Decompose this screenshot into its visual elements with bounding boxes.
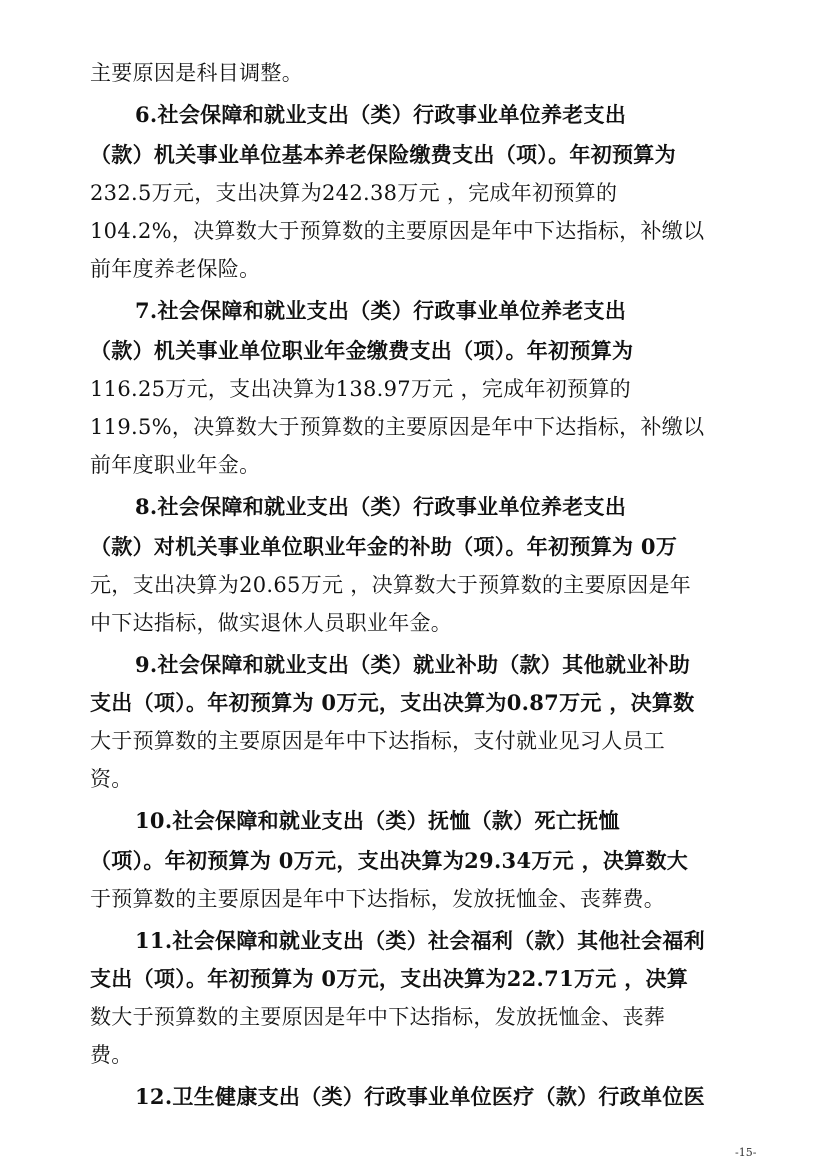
paragraph-line: 119.5%，决算数大于预算数的主要原因是年中下达指标，补缴以 [90, 415, 705, 439]
section-heading-8: 8.社会保障和就业支出（类）行政事业单位养老支出 [135, 494, 627, 519]
section-heading-11: 11.社会保障和就业支出（类）社会福利（款）其他社会福利 [135, 928, 705, 953]
paragraph-line: 主要原因是科目调整。 [90, 61, 303, 85]
section-heading-10: 10.社会保障和就业支出（类）抚恤（款）死亡抚恤 [135, 808, 620, 833]
page-number: -15- [735, 1146, 757, 1159]
paragraph-line: 前年度职业年金。 [90, 453, 261, 477]
section-heading-11-cont: 支出（项）。年初预算为 0万元，支出决算为22.71万元 ，决算 [90, 966, 689, 991]
section-heading-9-cont: 支出（项）。年初预算为 0万元，支出决算为0.87万元 ，决算数 [90, 690, 695, 715]
paragraph-line: 数大于预算数的主要原因是年中下达指标，发放抚恤金、丧葬 [90, 1005, 666, 1029]
paragraph-line: 前年度养老保险。 [90, 257, 261, 281]
section-heading-9: 9.社会保障和就业支出（类）就业补助（款）其他就业补助 [135, 652, 691, 677]
paragraph-line: 于预算数的主要原因是年中下达指标，发放抚恤金、丧葬费。 [90, 887, 666, 911]
paragraph-line: 费。 [90, 1043, 133, 1067]
section-heading-10-cont: （项）。年初预算为 0万元，支出决算为29.34万元 ，决算数大 [90, 848, 689, 873]
section-heading-12: 12.卫生健康支出（类）行政事业单位医疗（款）行政单位医 [135, 1084, 705, 1109]
paragraph-line: 中下达指标，做实退休人员职业年金。 [90, 611, 453, 635]
paragraph-line: 元，支出决算为20.65万元 ，决算数大于预算数的主要原因是年 [90, 573, 692, 597]
paragraph-line: 116.25万元，支出决算为138.97万元 ，完成年初预算的 [90, 377, 631, 401]
section-heading-7-cont: （款）机关事业单位职业年金缴费支出（项）。年初预算为 [90, 338, 634, 363]
section-heading-6: 6.社会保障和就业支出（类）行政事业单位养老支出 [135, 102, 627, 127]
section-heading-6-cont: （款）机关事业单位基本养老保险缴费支出（项）。年初预算为 [90, 142, 676, 167]
section-heading-8-cont: （款）对机关事业单位职业年金的补助（项）。年初预算为 0万 [90, 534, 678, 559]
section-heading-7: 7.社会保障和就业支出（类）行政事业单位养老支出 [135, 298, 627, 323]
paragraph-line: 大于预算数的主要原因是年中下达指标，支付就业见习人员工 [90, 729, 666, 753]
paragraph-line: 232.5万元，支出决算为242.38万元 ，完成年初预算的 [90, 181, 618, 205]
paragraph-line: 104.2%，决算数大于预算数的主要原因是年中下达指标，补缴以 [90, 219, 705, 243]
paragraph-line: 资。 [90, 767, 133, 791]
